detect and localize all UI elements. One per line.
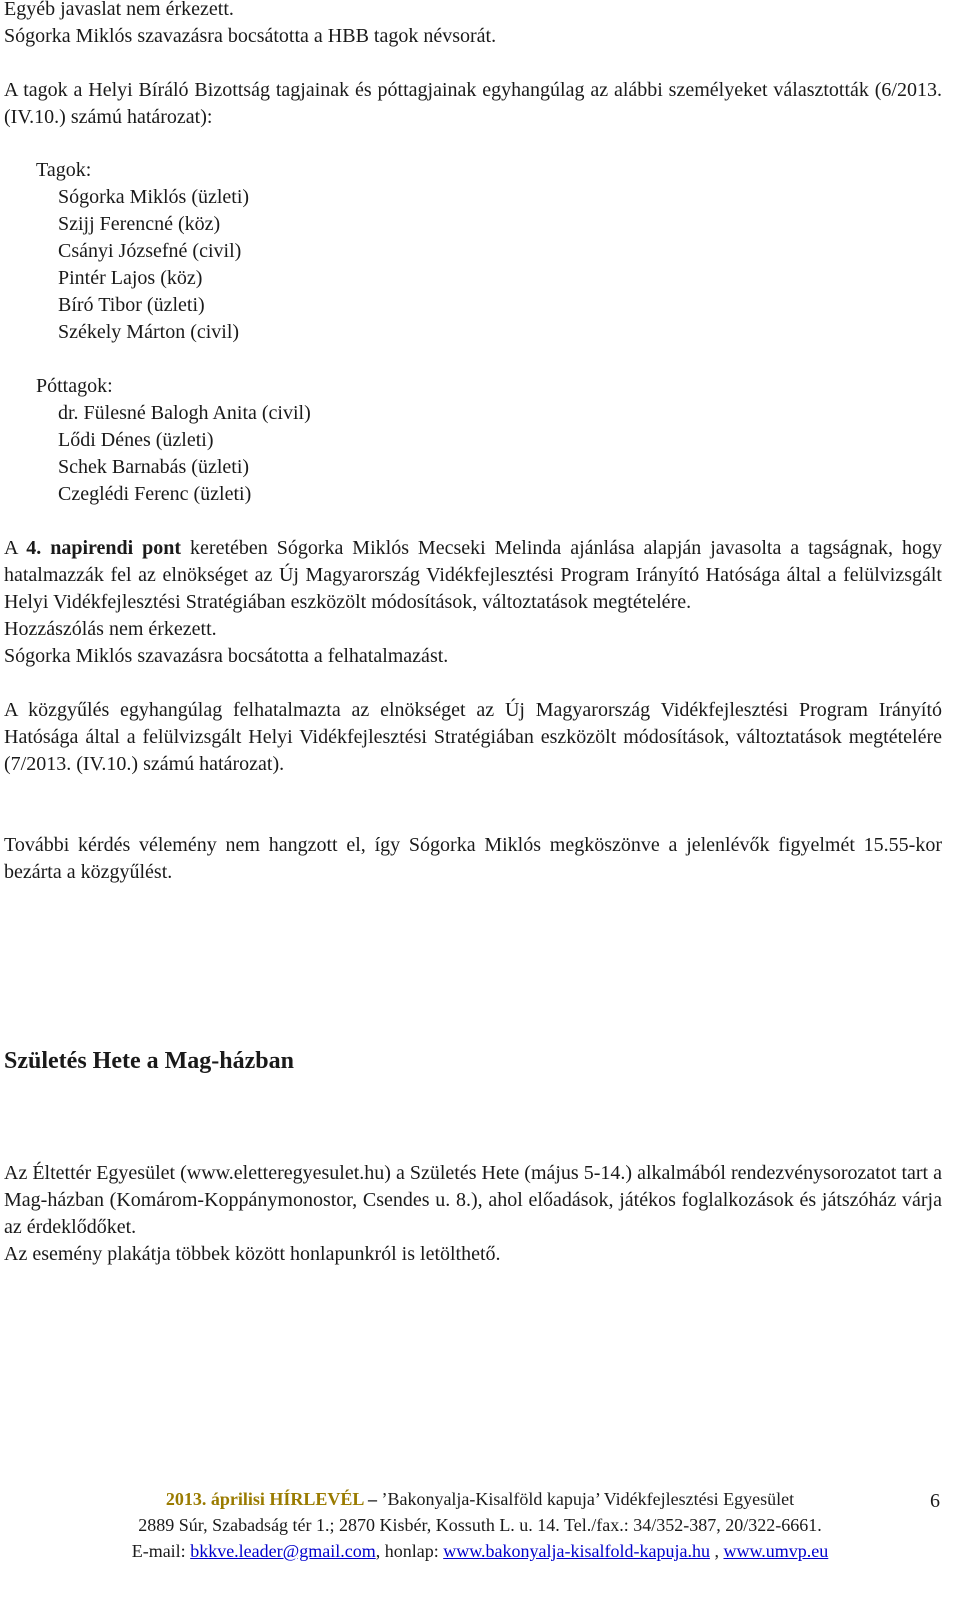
newsletter-title: 2013. áprilisi HÍRLEVÉL xyxy=(165,1489,364,1509)
list-item: Pintér Lajos (köz) xyxy=(58,267,203,289)
umvp-link[interactable]: www.umvp.eu xyxy=(723,1541,829,1561)
website-link[interactable]: www.bakonyalja-kisalfold-kapuja.hu xyxy=(443,1541,710,1561)
election-paragraph: A tagok a Helyi Bíráló Bizottság tagjainak és póttagjainak egyhangúlag az alábbi személyeket választották (6/2013. (IV.10.) számú határozat): xyxy=(4,79,942,128)
agenda-text: keretében Sógorka Miklós Mecseki Melinda ajánlása alapján javasolta a tagságnak, hogy hatalmazzák fel az elnökséget az Új Magyarország Vidékfejlesztési Program Irányító Hatósága által a felülvizsgált Helyi Vidékfejlesztési Stratégiában eszközölt módosítások, változtatások megtételére. xyxy=(4,537,943,613)
organization-name: ’Bakonyalja-Kisalföld kapuja’ Vidékfejlesztési Egyesület xyxy=(381,1489,795,1509)
agenda-item-4 xyxy=(4,535,942,616)
email-link[interactable]: bkkve.leader@gmail.com xyxy=(190,1541,376,1561)
agenda-vote: Sógorka Miklós szavazásra bocsátotta a felhatalmazást. xyxy=(4,645,449,667)
footer-title-line xyxy=(0,1486,960,1512)
footer-contact-line xyxy=(0,1538,960,1564)
members-label: Tagok: xyxy=(36,159,92,181)
list-item: Székely Márton (civil) xyxy=(58,321,240,343)
vote-announcement: Sógorka Miklós szavazásra bocsátotta a HBB tagok névsorát. xyxy=(4,25,497,47)
page-footer xyxy=(0,1486,960,1564)
agenda-number: 4. napirendi pont xyxy=(26,537,182,559)
members-list xyxy=(4,184,942,346)
link-separator: , xyxy=(709,1541,724,1561)
web-label: , honlap: xyxy=(375,1541,444,1561)
closing-paragraph: További kérdés vélemény nem hangzott el, így Sógorka Miklós megköszönve a jelenlévők figyelmét 15.55-kor bezárta a közgyűlést. xyxy=(4,834,942,883)
page-number: 6 xyxy=(930,1490,940,1512)
list-item: Schek Barnabás (üzleti) xyxy=(58,456,250,478)
list-item: Czeglédi Ferenc (üzleti) xyxy=(58,483,252,505)
section-body xyxy=(4,1160,942,1268)
list-item: Csányi Józsefné (civil) xyxy=(58,240,242,262)
agenda-comment: Hozzászólás nem érkezett. xyxy=(4,618,217,640)
deputies-label: Póttagok: xyxy=(36,375,113,397)
document-body xyxy=(4,0,942,886)
section-heading: Születés Hete a Mag-házban xyxy=(4,1048,294,1074)
resolution-paragraph: A közgyűlés egyhangúlag felhatalmazta az elnökséget az Új Magyarország Vidékfejlesztési Program Irányító Hatósága által a felülvizsgált Helyi Vidékfejlesztési Stratégiában eszközölt módosítások, változtatások megtételére (7/2013. (IV.10.) számú határozat). xyxy=(4,699,942,775)
list-item: Lődi Dénes (üzleti) xyxy=(58,429,214,451)
list-item: Bíró Tibor (üzleti) xyxy=(58,294,205,316)
no-other-proposal: Egyéb javaslat nem érkezett. xyxy=(4,0,234,20)
event-paragraph: Az Éltettér Egyesület (www.eletteregyesulet.hu) a Születés Hete (május 5-14.) alkalmából rendezvénysorozatot tart a Mag-házban (Komárom-Koppánymonostor, Csendes u. 8.), ahol előadások, játékos foglalkozások és játszóház várja az érdeklődőket. xyxy=(4,1162,942,1238)
deputies-list xyxy=(4,400,942,508)
footer-address: 2889 Súr, Szabadság tér 1.; 2870 Kisbér, Kossuth L. u. 14. Tel./fax.: 34/352-387, 20/322-6661. xyxy=(138,1515,822,1535)
agenda-prefix: A xyxy=(4,537,27,559)
footer-dash: – xyxy=(363,1489,382,1509)
list-item: Szijj Ferencné (köz) xyxy=(58,213,221,235)
poster-note: Az esemény plakátja többek között honlapunkról is letölthető. xyxy=(4,1243,501,1265)
list-item: Sógorka Miklós (üzleti) xyxy=(58,186,250,208)
email-label: E-mail: xyxy=(131,1541,191,1561)
list-item: dr. Fülesné Balogh Anita (civil) xyxy=(58,402,311,424)
